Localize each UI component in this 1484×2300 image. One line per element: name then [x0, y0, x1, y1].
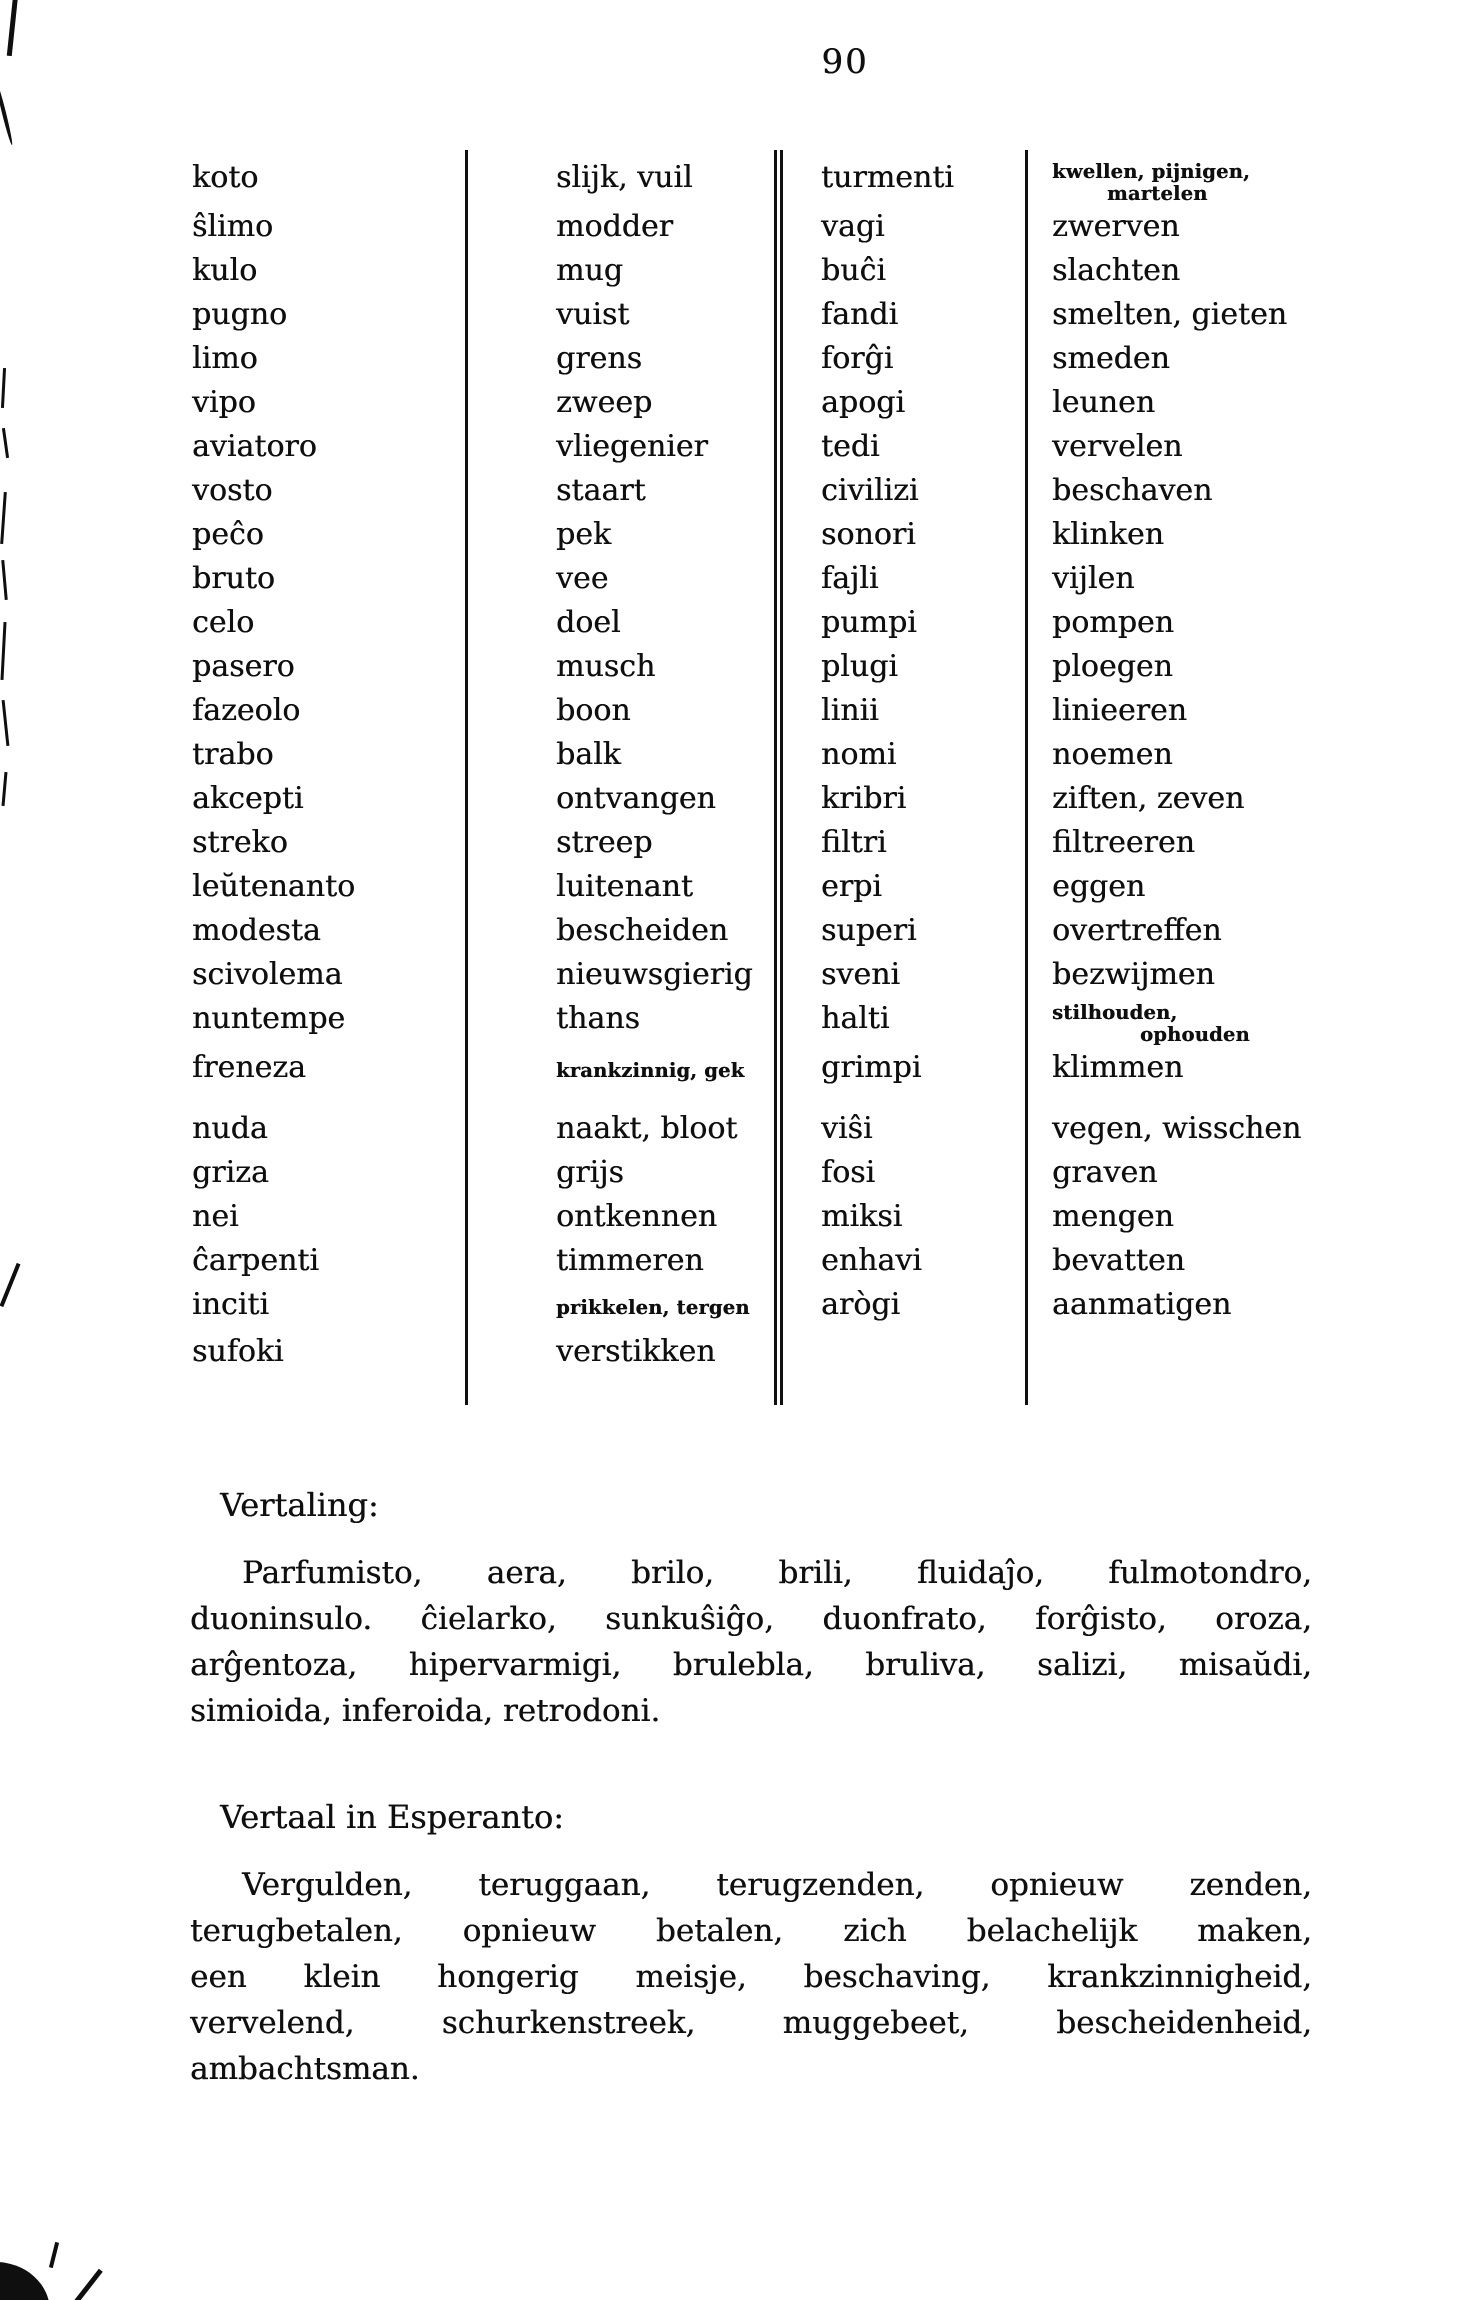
dutch-translation: naakt, bloot: [556, 1111, 738, 1146]
table-row: [190, 821, 1320, 865]
scan-artifact: [1, 560, 7, 600]
esperanto-term: erpi: [821, 869, 882, 904]
paragraph-line: een klein hongerig meisje, beschaving, krankzinnigheid,: [190, 1959, 1312, 1995]
dutch-translation: ploegen: [1052, 649, 1173, 684]
dutch-translation: musch: [556, 649, 656, 684]
esperanto-term: kulo: [192, 253, 258, 288]
esperanto-term: peĉo: [192, 517, 264, 552]
table-row: [190, 1283, 1320, 1330]
esperanto-term: plugi: [821, 649, 898, 684]
dutch-translation: pek: [556, 517, 612, 552]
table-row: [190, 953, 1320, 997]
esperanto-term: nomi: [821, 737, 897, 772]
paragraph-line: ambachtsman.: [190, 2051, 420, 2087]
dutch-translation: overtreffen: [1052, 913, 1222, 948]
esperanto-term: linii: [821, 693, 879, 728]
table-row: [190, 293, 1320, 337]
esperanto-term: aviatoro: [192, 429, 317, 464]
esperanto-term: nei: [192, 1199, 239, 1234]
section-heading-vertaling: Vertaling:: [220, 1486, 379, 1524]
dutch-translation: [1025, 1330, 1320, 1374]
esperanto-term: ŝlimo: [192, 209, 274, 244]
table-rows: [190, 150, 1320, 1374]
esperanto-term: fandi: [821, 297, 899, 332]
table-row: [190, 865, 1320, 909]
dutch-translation: graven: [1052, 1155, 1158, 1190]
esperanto-term: halti: [821, 1001, 890, 1036]
esperanto-term: pasero: [192, 649, 295, 684]
esperanto-term: akcepti: [192, 781, 304, 816]
table-row: [190, 469, 1320, 513]
scan-artifact: [49, 2242, 59, 2268]
esperanto-term: civilizi: [821, 473, 919, 508]
esperanto-term: nuda: [192, 1111, 268, 1146]
dutch-translation: ziften, zeven: [1052, 781, 1245, 816]
esperanto-term: freneza: [192, 1050, 306, 1085]
dutch-translation: vliegenier: [556, 429, 708, 464]
esperanto-term: vosto: [192, 473, 273, 508]
esperanto-term: apogi: [821, 385, 905, 420]
scan-artifact: [1, 368, 6, 408]
dutch-translation: pompen: [1052, 605, 1174, 640]
esperanto-term: miksi: [821, 1199, 903, 1234]
dutch-translation: ontvangen: [556, 781, 716, 816]
esperanto-term: vagi: [821, 209, 885, 244]
table-row: [190, 425, 1320, 469]
table-row: [190, 689, 1320, 733]
esperanto-term: fajli: [821, 561, 879, 596]
esperanto-term: turmenti: [821, 160, 954, 195]
table-row: [190, 601, 1320, 645]
small-gloss-line: stilhouden,: [1052, 1001, 1178, 1024]
dutch-translation: vuist: [556, 297, 630, 332]
paragraph-line: vervelend, schurkenstreek, muggebeet, bescheidenheid,: [190, 2005, 1312, 2041]
table-row: [190, 1239, 1320, 1283]
dutch-translation: balk: [556, 737, 621, 772]
esperanto-term: scivolema: [192, 957, 343, 992]
dutch-translation: [1025, 156, 1320, 205]
table-row: [190, 645, 1320, 689]
small-gloss-line: martelen: [1107, 182, 1208, 205]
vocabulary-table: [190, 150, 1320, 1374]
dutch-translation: [465, 1046, 774, 1093]
scan-artifact: [2, 772, 8, 806]
dutch-translation: klinken: [1052, 517, 1164, 552]
table-row: [190, 733, 1320, 777]
small-gloss: krankzinnig, gek: [556, 1059, 745, 1082]
dutch-translation: luitenant: [556, 869, 693, 904]
esperanto-term: filtri: [821, 825, 887, 860]
dutch-translation: aanmatigen: [1052, 1287, 1232, 1322]
dutch-translation: linieeren: [1052, 693, 1188, 728]
dutch-translation: bezwijmen: [1052, 957, 1215, 992]
table-row: [190, 1195, 1320, 1239]
scan-artifact: [74, 2269, 103, 2300]
table-row: [190, 1151, 1320, 1195]
table-row: [190, 205, 1320, 249]
table-row: [190, 1330, 1320, 1374]
esperanto-term: [774, 1330, 1025, 1374]
table-row: [190, 381, 1320, 425]
table-row: [190, 1107, 1320, 1151]
dutch-translation: doel: [556, 605, 621, 640]
dutch-translation: filtreeren: [1052, 825, 1195, 860]
scan-artifact: [7, 0, 18, 56]
dutch-translation: leunen: [1052, 385, 1156, 420]
esperanto-term: streko: [192, 825, 288, 860]
esperanto-term: grimpi: [821, 1050, 922, 1085]
scan-artifact: [2, 428, 9, 458]
dutch-translation: mengen: [1052, 1199, 1174, 1234]
dutch-translation: bevatten: [1052, 1243, 1185, 1278]
dutch-translation: timmeren: [556, 1243, 704, 1278]
table-row: [190, 337, 1320, 381]
esperanto-term: enhavi: [821, 1243, 922, 1278]
dutch-translation: eggen: [1052, 869, 1146, 904]
esperanto-term: sufoki: [192, 1334, 284, 1369]
esperanto-term: tedi: [821, 429, 880, 464]
dutch-translation: noemen: [1052, 737, 1173, 772]
paragraph-vertaal-in-esperanto: [190, 1862, 1312, 2092]
page-number: 90: [821, 42, 869, 82]
small-gloss-line: kwellen, pijnigen,: [1052, 160, 1250, 183]
dutch-translation: mug: [556, 253, 623, 288]
esperanto-term: inciti: [192, 1287, 269, 1322]
table-row: [190, 777, 1320, 821]
small-gloss-line: ophouden: [1140, 1023, 1250, 1046]
esperanto-term: sveni: [821, 957, 901, 992]
dutch-translation: zweep: [556, 385, 653, 420]
esperanto-term: ĉarpenti: [192, 1243, 319, 1278]
esperanto-term: buĉi: [821, 253, 886, 288]
esperanto-term: limo: [192, 341, 258, 376]
esperanto-term: fazeolo: [192, 693, 301, 728]
dutch-translation: slachten: [1052, 253, 1181, 288]
dutch-translation: grijs: [556, 1155, 624, 1190]
esperanto-term: trabo: [192, 737, 274, 772]
dutch-translation: vijlen: [1052, 561, 1135, 596]
table-row: [190, 156, 1320, 205]
paragraph-line: Vergulden, teruggaan, terugzenden, opnieuw zenden,: [242, 1867, 1312, 1903]
paragraph-vertaling: [190, 1550, 1312, 1734]
dutch-translation: modder: [556, 209, 674, 244]
dutch-translation: boon: [556, 693, 631, 728]
paragraph-line: duoninsulo. ĉielarko, sunkuŝiĝo, duonfrato, forĝisto, oroza,: [190, 1601, 1312, 1637]
scan-artifact: [0, 1263, 20, 1307]
esperanto-term: bruto: [192, 561, 275, 596]
esperanto-term: koto: [192, 160, 259, 195]
dutch-translation: [465, 1283, 774, 1330]
table-row: [190, 1046, 1320, 1093]
dutch-translation: beschaven: [1052, 473, 1213, 508]
esperanto-term: nuntempe: [192, 1001, 346, 1036]
esperanto-term: pugno: [192, 297, 288, 332]
dutch-translation: vervelen: [1052, 429, 1183, 464]
paragraph-line: Parfumisto, aera, brilo, brili, fluidaĵo, fulmotondro,: [242, 1555, 1312, 1591]
esperanto-term: griza: [192, 1155, 269, 1190]
dutch-translation: klimmen: [1052, 1050, 1184, 1085]
table-row: [190, 909, 1320, 953]
scan-artifact: [0, 492, 7, 544]
scan-artifact: [0, 622, 6, 680]
esperanto-term: fosi: [821, 1155, 876, 1190]
paragraph-line: terugbetalen, opnieuw betalen, zich belachelijk maken,: [190, 1913, 1312, 1949]
scan-artifact: [0, 80, 14, 145]
dutch-translation: bescheiden: [556, 913, 729, 948]
esperanto-term: celo: [192, 605, 255, 640]
table-row: [190, 557, 1320, 601]
dutch-translation: ontkennen: [556, 1199, 718, 1234]
esperanto-term: pumpi: [821, 605, 917, 640]
scan-artifact: [0, 2262, 50, 2300]
esperanto-term: vipo: [192, 385, 256, 420]
paragraph-line: arĝentoza, hipervarmigi, brulebla, bruliva, salizi, misaŭdi,: [190, 1647, 1312, 1683]
dutch-translation: streep: [556, 825, 653, 860]
esperanto-term: arògi: [821, 1287, 901, 1322]
paragraph-line: simioida, inferoida, retrodoni.: [190, 1693, 661, 1729]
dutch-translation: verstikken: [556, 1334, 716, 1369]
dutch-translation: thans: [556, 1001, 640, 1036]
table-row: [190, 513, 1320, 557]
esperanto-term: sonori: [821, 517, 916, 552]
esperanto-term: forĝi: [821, 341, 894, 376]
table-row: [190, 997, 1320, 1046]
dutch-translation: grens: [556, 341, 643, 376]
dutch-translation: smelten, gieten: [1052, 297, 1288, 332]
dutch-translation: smeden: [1052, 341, 1170, 376]
dutch-translation: vee: [556, 561, 609, 596]
dutch-translation: vegen, wisschen: [1052, 1111, 1302, 1146]
esperanto-term: kribri: [821, 781, 907, 816]
dutch-translation: slijk, vuil: [556, 160, 693, 195]
scan-artifact: [2, 700, 10, 746]
dutch-translation: [1025, 997, 1320, 1046]
section-heading-vertaal-in-esperanto: Vertaal in Esperanto:: [220, 1798, 564, 1836]
esperanto-term: viŝi: [821, 1111, 873, 1146]
esperanto-term: superi: [821, 913, 917, 948]
dutch-translation: nieuwsgierig: [556, 957, 753, 992]
small-gloss: prikkelen, tergen: [556, 1296, 750, 1319]
dutch-translation: zwerven: [1052, 209, 1180, 244]
table-row: [190, 249, 1320, 293]
dutch-translation: staart: [556, 473, 646, 508]
esperanto-term: modesta: [192, 913, 321, 948]
esperanto-term: leŭtenanto: [192, 869, 356, 904]
